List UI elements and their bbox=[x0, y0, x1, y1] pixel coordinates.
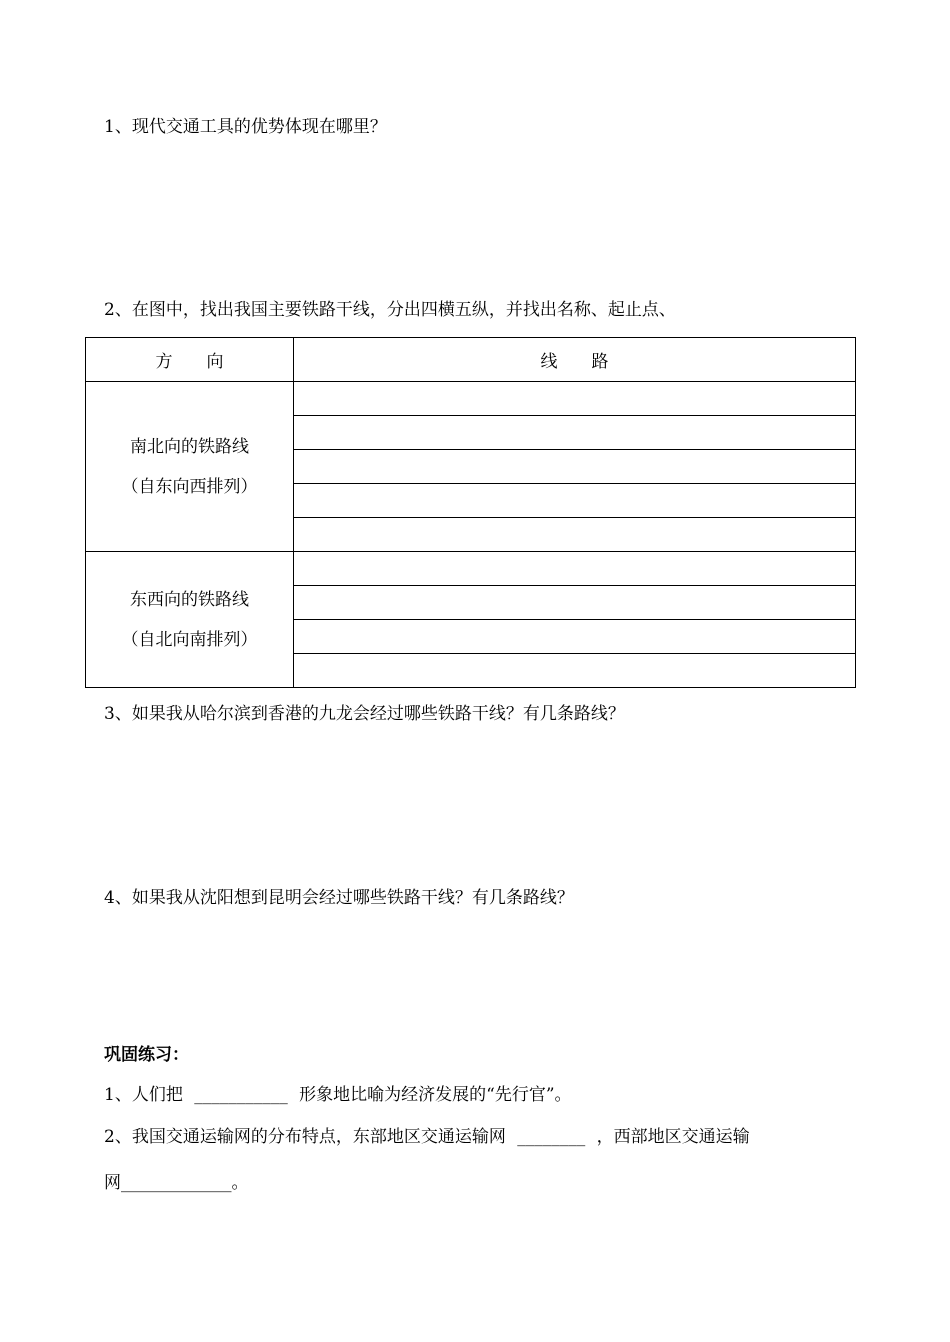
question-3: 3、如果我从哈尔滨到香港的九龙会经过哪些铁路干线？有几条路线？ bbox=[104, 704, 625, 724]
exercise-1-suffix: 形象地比喻为经济发展的“先行官”。 bbox=[299, 1085, 572, 1105]
header-route: 线 路 bbox=[294, 338, 856, 382]
railway-table bbox=[85, 337, 856, 688]
header-direction: 方 向 bbox=[86, 338, 294, 382]
route-input-cell[interactable] bbox=[294, 484, 856, 518]
question-2: 2、在图中，找出我国主要铁路干线，分出四横五纵，并找出名称、起止点、 bbox=[104, 300, 676, 320]
east-west-cell bbox=[86, 552, 294, 688]
route-input-cell[interactable] bbox=[294, 620, 856, 654]
table-row bbox=[86, 552, 856, 586]
exercise-1 bbox=[104, 1084, 572, 1106]
route-input-cell[interactable] bbox=[294, 416, 856, 450]
exercise-2-suffix: ，西部地区交通运输 bbox=[596, 1127, 750, 1147]
exercise-2-prefix: 2、我国交通运输网的分布特点，东部地区交通运输网 bbox=[104, 1127, 506, 1147]
question-4: 4、如果我从沈阳想到昆明会经过哪些铁路干线？有几条路线？ bbox=[104, 888, 574, 908]
question-1: 1、现代交通工具的优势体现在哪里？ bbox=[104, 117, 387, 137]
exercise-1-prefix: 1、人们把 bbox=[104, 1085, 183, 1105]
exercise-2 bbox=[104, 1126, 750, 1148]
route-input-cell[interactable] bbox=[294, 586, 856, 620]
route-input-cell[interactable] bbox=[294, 654, 856, 688]
exercise-2-continued bbox=[104, 1172, 249, 1194]
route-input-cell[interactable] bbox=[294, 552, 856, 586]
exercise-2-blank[interactable]: ________ bbox=[517, 1127, 586, 1147]
exercise-title: 巩固练习： bbox=[104, 1045, 189, 1065]
north-south-cell bbox=[86, 382, 294, 552]
table-header-row bbox=[86, 338, 856, 382]
table-row bbox=[86, 382, 856, 416]
east-west-subtitle: （自北向南排列） bbox=[121, 629, 258, 650]
exercise-2-cont-prefix: 网 bbox=[104, 1173, 121, 1193]
north-south-title: 南北向的铁路线 bbox=[130, 436, 249, 457]
east-west-title: 东西向的铁路线 bbox=[130, 589, 249, 610]
north-south-subtitle: （自东向西排列） bbox=[121, 476, 258, 497]
route-input-cell[interactable] bbox=[294, 382, 856, 416]
route-input-cell[interactable] bbox=[294, 450, 856, 484]
exercise-1-blank[interactable]: ___________ bbox=[194, 1085, 288, 1105]
exercise-2-blank-2[interactable]: _____________ bbox=[121, 1173, 232, 1193]
route-input-cell[interactable] bbox=[294, 518, 856, 552]
exercise-2-cont-suffix: 。 bbox=[231, 1173, 249, 1193]
